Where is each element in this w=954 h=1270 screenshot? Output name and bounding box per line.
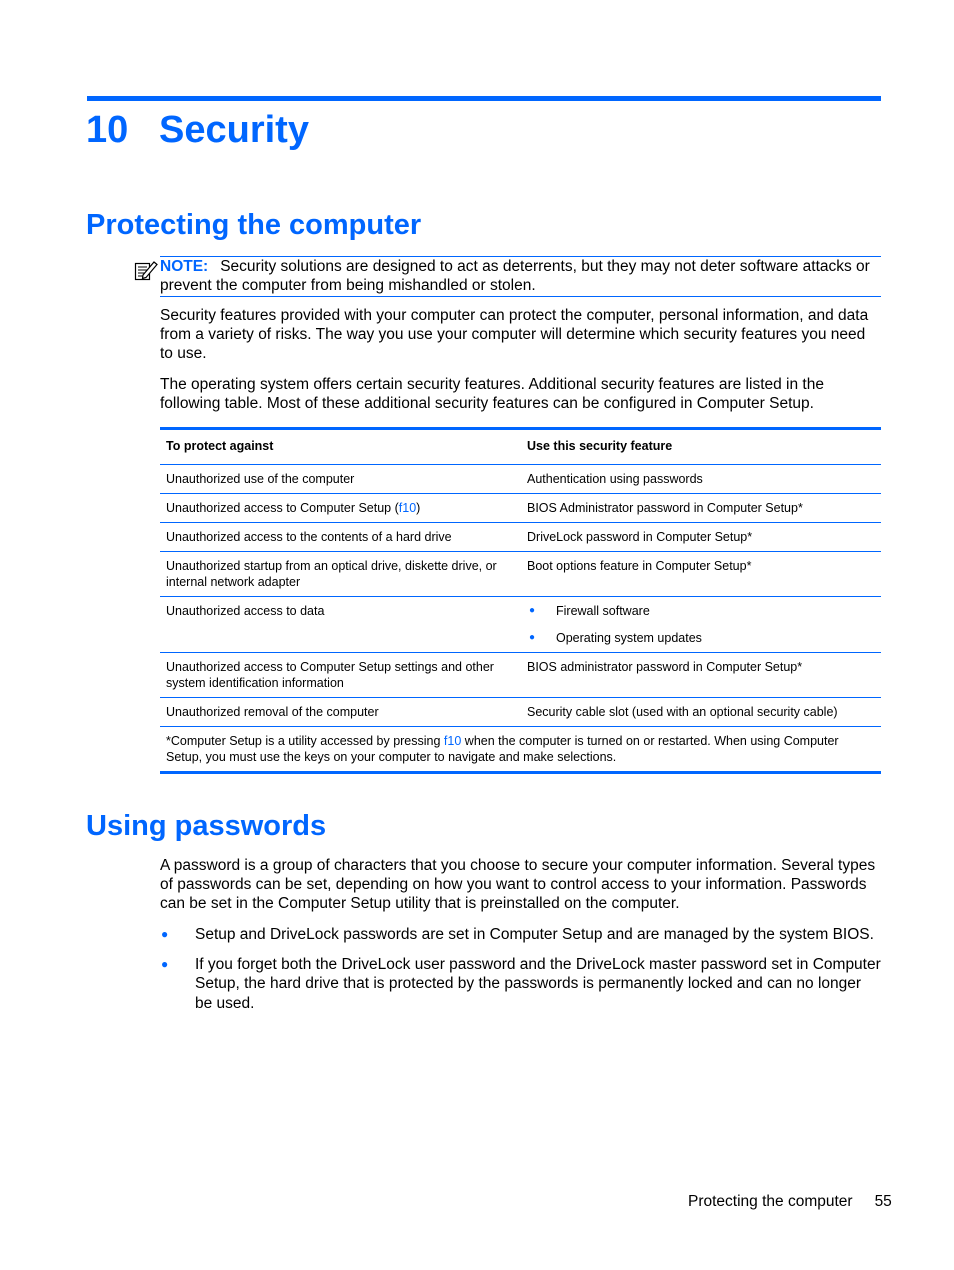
table-row (160, 465, 881, 494)
list-item (160, 955, 881, 1014)
table-row (160, 698, 881, 727)
note-pencil-icon (134, 259, 158, 281)
table-footnote-row (160, 727, 881, 772)
bullet-dot-icon: ● (529, 632, 536, 643)
feature-list (527, 603, 875, 646)
bullet-dot-icon: ● (161, 927, 169, 941)
footnote-text-end: when the computer is turned on or restarted. When using Computer Setup, you must use the keys on your computer to navigate and make selections. (166, 734, 839, 764)
table-cell-feature: Authentication using passwords (521, 465, 881, 494)
bullet-dot-icon: ● (161, 956, 169, 971)
list-item (160, 925, 881, 945)
table-cell-threat: Unauthorized startup from an optical drive, diskette drive, or internal network adapter (160, 552, 521, 597)
footer-section-title: Protecting the computer (688, 1193, 853, 1210)
note-label: NOTE: (160, 258, 209, 275)
table-cell-threat: Unauthorized access to the contents of a hard drive (160, 523, 521, 552)
table-row (160, 552, 881, 597)
table-cell-threat-text-end: ) (416, 501, 421, 515)
chapter-title (86, 106, 309, 154)
section-title-protecting: Protecting the computer (86, 209, 422, 241)
table-header-threat: To protect against (160, 430, 521, 465)
chapter-title-text: Security (159, 109, 309, 151)
note-text: Security solutions are designed to act as deterrents, but they may not deter software attacks or prevent the computer from being mishandled or stolen. (160, 258, 870, 294)
table-row (160, 597, 881, 653)
table-cell-threat-text: Unauthorized access to Computer Setup ( (166, 501, 399, 515)
list-item (527, 630, 875, 646)
section-title-passwords: Using passwords (86, 810, 327, 842)
table-cell-threat: Unauthorized use of the computer (160, 465, 521, 494)
bullet-dot-icon: ● (529, 605, 536, 616)
table-cell-feature: Security cable slot (used with an optional security cable) (521, 698, 881, 727)
page-number: 55 (874, 1193, 892, 1210)
paragraph-passwords: A password is a group of characters that you choose to secure your computer information. Several types of passwords can be set, depending on how you want to control access to your information. Passwords can be set in the Computer Setup utility that is preinstalled on the computer. (160, 857, 876, 913)
paragraph-security-features: Security features provided with your computer can protect the computer, personal information, and data from a variety of risks. The way you use your computer will determine which security features you need to use. (160, 307, 869, 363)
table-row (160, 523, 881, 552)
list-item-text: Operating system updates (556, 631, 702, 645)
table-cell-feature (521, 597, 881, 653)
table-footnote (160, 727, 881, 772)
table-cell-threat: Unauthorized access to Computer Setup settings and other system identification information (160, 653, 521, 698)
security-table (160, 427, 881, 774)
table-header-row (160, 430, 881, 465)
chapter-rule (87, 96, 881, 101)
table-cell-threat: Unauthorized access to data (160, 597, 521, 653)
table-cell-feature: BIOS administrator password in Computer Setup* (521, 653, 881, 698)
paragraph-operating-system: The operating system offers certain security features. Additional security features are listed in the following table. Most of these additional security features can be configured in Computer Setup. (160, 376, 824, 413)
list-item (527, 603, 875, 619)
table-cell-feature: Boot options feature in Computer Setup* (521, 552, 881, 597)
password-bullet-list (160, 925, 881, 1023)
footnote-text: *Computer Setup is a utility accessed by pressing (166, 734, 444, 748)
table-cell-threat: Unauthorized removal of the computer (160, 698, 521, 727)
table-cell-threat (160, 494, 521, 523)
list-item-text: If you forget both the DriveLock user password and the DriveLock master password set in Computer Setup, the hard drive that is protected by the passwords is permanently locked and can no longer be used. (195, 955, 881, 1012)
chapter-number: 10 (86, 109, 129, 151)
table-row (160, 494, 881, 523)
page-footer (688, 1192, 892, 1211)
f10-key-link[interactable]: f10 (443, 734, 462, 748)
note-box (160, 256, 881, 297)
list-item-text: Firewall software (556, 604, 650, 618)
table-header-feature: Use this security feature (521, 430, 881, 465)
table-cell-feature: BIOS Administrator password in Computer Setup* (521, 494, 881, 523)
f10-key-link[interactable]: f10 (398, 501, 417, 515)
list-item-text: Setup and DriveLock passwords are set in Computer Setup and are managed by the system BIOS. (195, 926, 874, 943)
table-row (160, 653, 881, 698)
table-cell-feature: DriveLock password in Computer Setup* (521, 523, 881, 552)
